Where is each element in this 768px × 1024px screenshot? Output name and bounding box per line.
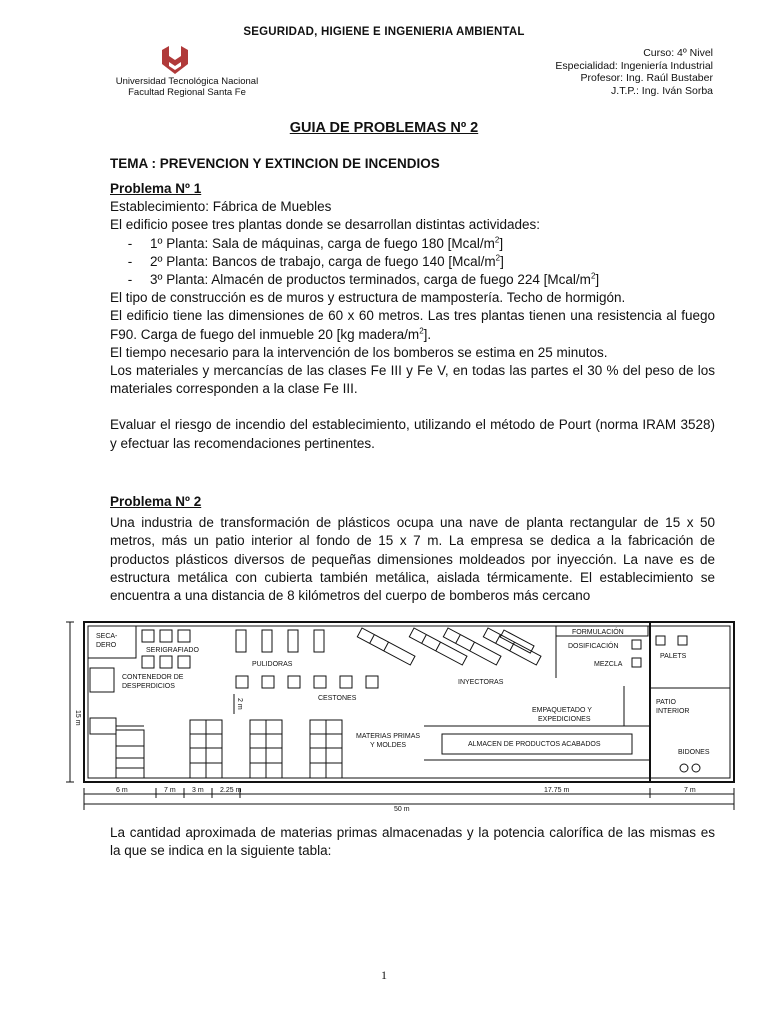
plan-label-inyectoras: INYECTORAS bbox=[458, 679, 504, 686]
problem-1-task: Evaluar el riesgo de incendio del establecimiento, utilizando el método de Pourt (norma IRAM 3528) y efectuar las recomendaciones pertinentes. bbox=[110, 417, 715, 451]
problem-1-line: El tipo de construcción es de muros y estructura de mampostería. Techo de hormigón. bbox=[110, 290, 626, 306]
plan-label-empaquetado: EMPAQUETADO Y bbox=[532, 707, 592, 714]
problem-1-line: El edificio tiene las dimensiones de 60 x 60 metros. Las tres plantas tienen una resistencia al fuego F90. Carga de fuego del inmueble 20 [kg madera/$m^2$]. bbox=[110, 308, 715, 342]
problem-2-text: Una industria de transformación de plásticos ocupa una nave de planta rectangular de 15 x 50 metros, más un patio interior al fondo de 15 x 7 m. La empresa se dedica a la fabricación de productos plásticos diversos de pequeñas dimensiones moldeados por inyección. La nave es de estructura metálica con cubierta también metálica, aislada térmicamente. El establecimiento se encuentra a una distancia de 8 kilómetros del cuerpo de bomberos más cercano bbox=[110, 515, 715, 604]
university-name: Universidad Tecnológica Nacional bbox=[115, 76, 259, 87]
plan-dimension: 17.75 m bbox=[544, 787, 570, 794]
plan-label-patio: INTERIOR bbox=[656, 708, 690, 715]
problem-1-title: Problema Nº 1 bbox=[110, 181, 202, 196]
plan-label-materias: Y MOLDES bbox=[370, 742, 407, 749]
plan-dimension: 3 m bbox=[192, 787, 204, 794]
utn-logo-icon bbox=[160, 44, 190, 76]
plan-label-secadero: SECA- bbox=[96, 633, 118, 640]
course-speciality: Especialidad: Ingeniería Industrial bbox=[555, 59, 713, 72]
plan-label-serigrafiado: SERIGRAFIADO bbox=[146, 647, 199, 654]
plan-label-contenedor: CONTENEDOR DE bbox=[122, 674, 184, 681]
topic-heading: TEMA : PREVENCION Y EXTINCION DE INCENDIOS bbox=[110, 156, 440, 171]
plan-label-contenedor: DESPERDICIOS bbox=[122, 683, 175, 690]
plan-label-mezcla: MEZCLA bbox=[594, 661, 623, 668]
plan-label-patio: PATIO bbox=[656, 699, 676, 706]
problem-1-line: El edificio posee tres plantas donde se desarrollan distintas actividades: bbox=[110, 217, 541, 233]
problem-2 bbox=[110, 493, 715, 605]
problem-2-title: Problema Nº 2 bbox=[110, 494, 202, 509]
plan-label-cestones: CESTONES bbox=[318, 695, 357, 702]
course-level: Curso: 4º Nivel bbox=[643, 47, 713, 59]
plan-label-materias: MATERIAS PRIMAS bbox=[356, 733, 421, 740]
problem-1-line: Los materiales y mercancías de las clases Fe III y Fe V, en todas las partes el 30 % del peso de los materiales corresponden a la clase Fe III. bbox=[110, 363, 715, 397]
plan-label-empaquetado: EXPEDICIONES bbox=[538, 716, 591, 723]
floor-plan bbox=[64, 618, 742, 814]
list-item: - 3º Planta: Almacén de productos terminados, carga de fuego 224 $[Mcal/m^2]$ bbox=[110, 271, 715, 289]
problem-1 bbox=[110, 180, 715, 453]
plan-label-secadero: DERO bbox=[96, 642, 117, 649]
problem-1-line: El tiempo necesario para la intervención de los bomberos se estima en 25 minutos. bbox=[110, 344, 608, 360]
course-jtp: J.T.P.: Ing. Iván Sorba bbox=[611, 84, 713, 97]
university-block bbox=[108, 76, 266, 98]
faculty-name: Facultad Regional Santa Fe bbox=[128, 87, 246, 98]
document-title: GUIA DE PROBLEMAS Nº 2 bbox=[289, 120, 479, 136]
plan-label-formulacion: FORMULACIÓN bbox=[572, 629, 624, 636]
plan-dimension-15m: 15 m bbox=[74, 710, 81, 726]
plan-label-pulidoras: PULIDORAS bbox=[252, 661, 293, 668]
list-item: - 2º Planta: Bancos de trabajo, carga de fuego 140 $[Mcal/m^2]$ bbox=[110, 253, 715, 271]
list-marker: - bbox=[127, 235, 133, 251]
course-info bbox=[555, 47, 713, 97]
header-title: SEGURIDAD, HIGIENE E INGENIERIA AMBIENTAL bbox=[243, 26, 525, 38]
course-professor: Profesor: Ing. Raúl Bustaber bbox=[580, 72, 713, 84]
list-marker: - bbox=[127, 272, 133, 288]
plan-label-bidones: BIDONES bbox=[678, 749, 710, 756]
plan-label-dosificacion: DOSIFICACIÓN bbox=[568, 643, 619, 650]
plan-dimension: 7 m bbox=[684, 787, 696, 794]
list-marker: - bbox=[127, 253, 133, 269]
page-number: 1 bbox=[381, 968, 387, 982]
plan-dimension: 2.25 m bbox=[220, 787, 242, 794]
problem-1-line: Establecimiento: Fábrica de Muebles bbox=[110, 199, 332, 215]
list-item: - 1º Planta: Sala de máquinas, carga de fuego 180 $[Mcal/m^2]$ bbox=[110, 235, 715, 253]
plan-label-almacen: ALMACEN DE PRODUCTOS ACABADOS bbox=[468, 741, 601, 748]
plan-dimension: 7 m bbox=[164, 787, 176, 794]
plan-dimension-2m: 2 m bbox=[236, 698, 243, 710]
plan-label-palets: PALETS bbox=[660, 653, 687, 660]
plan-dimension: 6 m bbox=[116, 787, 128, 794]
table-intro: La cantidad aproximada de materias primas almacenadas y la potencia calorífica de las mismas es la que se indica en la siguiente tabla: bbox=[110, 825, 715, 859]
plan-dimension-total: 50 m bbox=[394, 806, 410, 813]
